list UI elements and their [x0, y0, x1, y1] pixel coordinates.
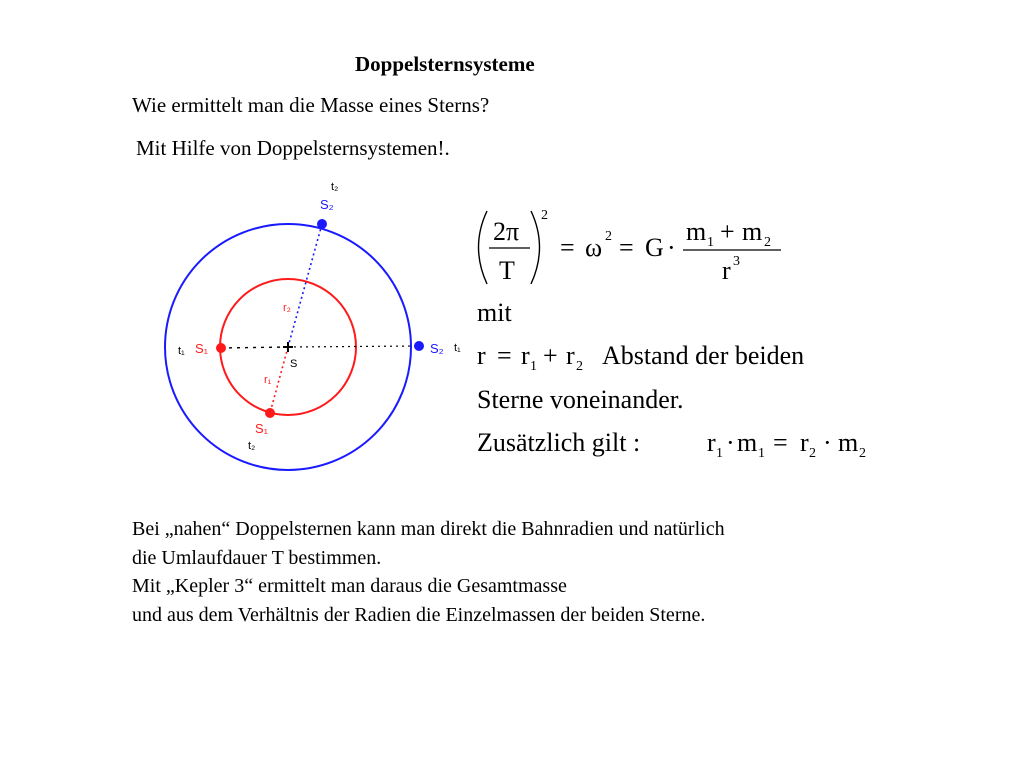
r-definition-sub2: 2 — [576, 359, 583, 374]
label-r1: r₁ — [264, 374, 272, 386]
lhs-exponent: 2 — [541, 208, 548, 223]
r-definition-plus: + — [543, 341, 558, 370]
extra-dot2: · — [823, 428, 832, 457]
r-definition-r: r — [477, 341, 486, 370]
extra-r2-sub: 2 — [809, 446, 816, 461]
paragraph-line-2: die Umlaufdauer T bestimmen. — [132, 546, 382, 569]
label-s1-left: S₁ — [195, 341, 209, 356]
label-s-center: S — [290, 358, 298, 370]
r-definition-sub1: 1 — [530, 359, 537, 374]
equals-2: = — [619, 233, 634, 262]
equals-1: = — [560, 233, 575, 262]
label-s1-bottom: S₁ — [255, 421, 269, 436]
question-text: Wie ermittelt man die Masse eines Sterns? — [132, 93, 490, 117]
paren-right — [531, 211, 540, 284]
extra-r1-sub: 1 — [716, 446, 723, 461]
extra-r2: r — [800, 428, 809, 457]
rhs-plus: + — [720, 217, 735, 246]
additional-label: Zusätzlich gilt : — [477, 428, 641, 457]
gravitational-constant: G — [645, 233, 664, 262]
rhs-denominator-r: r — [722, 256, 731, 285]
rhs-m1: m — [686, 217, 707, 246]
label-t2-top: t₂ — [331, 181, 339, 193]
extra-m1-sub: 1 — [758, 446, 765, 461]
extra-m2: m — [838, 428, 859, 457]
rhs-sub2: 2 — [764, 235, 771, 250]
paragraph-line-1: Bei „nahen“ Doppelsternen kann man direkt die Bahnradien und natürlich — [132, 518, 725, 540]
r-definition-r1: r — [521, 341, 530, 370]
rhs-denominator-exp: 3 — [733, 254, 740, 269]
multiply-dot: · — [667, 233, 676, 262]
label-r2: r₂ — [283, 302, 291, 314]
paragraph-line-3: Mit „Kepler 3“ ermittelt man daraus die Gesamtmasse — [132, 575, 567, 597]
label-t1-right: t₁ — [454, 342, 461, 354]
omega-exponent: 2 — [605, 229, 612, 244]
answer-text: Mit Hilfe von Doppelsternsystemen!. — [136, 136, 450, 160]
lhs-numerator: 2π — [493, 217, 520, 246]
paragraph-line-4: und aus dem Verhältnis der Radien die Einzelmassen der beiden Sterne. — [132, 603, 706, 626]
r-definition-eq: = — [497, 341, 512, 370]
extra-m2-sub: 2 — [859, 446, 866, 461]
r-description: Abstand der beiden — [602, 341, 805, 370]
label-s2-right: S₂ — [430, 341, 444, 356]
omega: ω — [585, 233, 603, 262]
paren-left — [479, 211, 488, 284]
extra-eq: = — [773, 428, 788, 457]
r-description-2: Sterne voneinander. — [477, 385, 684, 414]
lhs-denominator: T — [499, 256, 515, 285]
extra-dot1: · — [726, 428, 735, 457]
r-definition-r2: r — [566, 341, 575, 370]
label-t2-bottom: t₂ — [248, 440, 256, 452]
rhs-sub1: 1 — [707, 235, 714, 250]
label-t1-left: t₁ — [178, 345, 185, 357]
rhs-m2: m — [742, 217, 763, 246]
extra-r1: r — [707, 428, 716, 457]
mit-label: mit — [477, 298, 512, 327]
explanation-paragraph — [132, 515, 725, 629]
page-title: Doppelsternsysteme — [355, 52, 535, 76]
label-s2-top: S₂ — [320, 197, 334, 212]
extra-m1: m — [737, 428, 758, 457]
